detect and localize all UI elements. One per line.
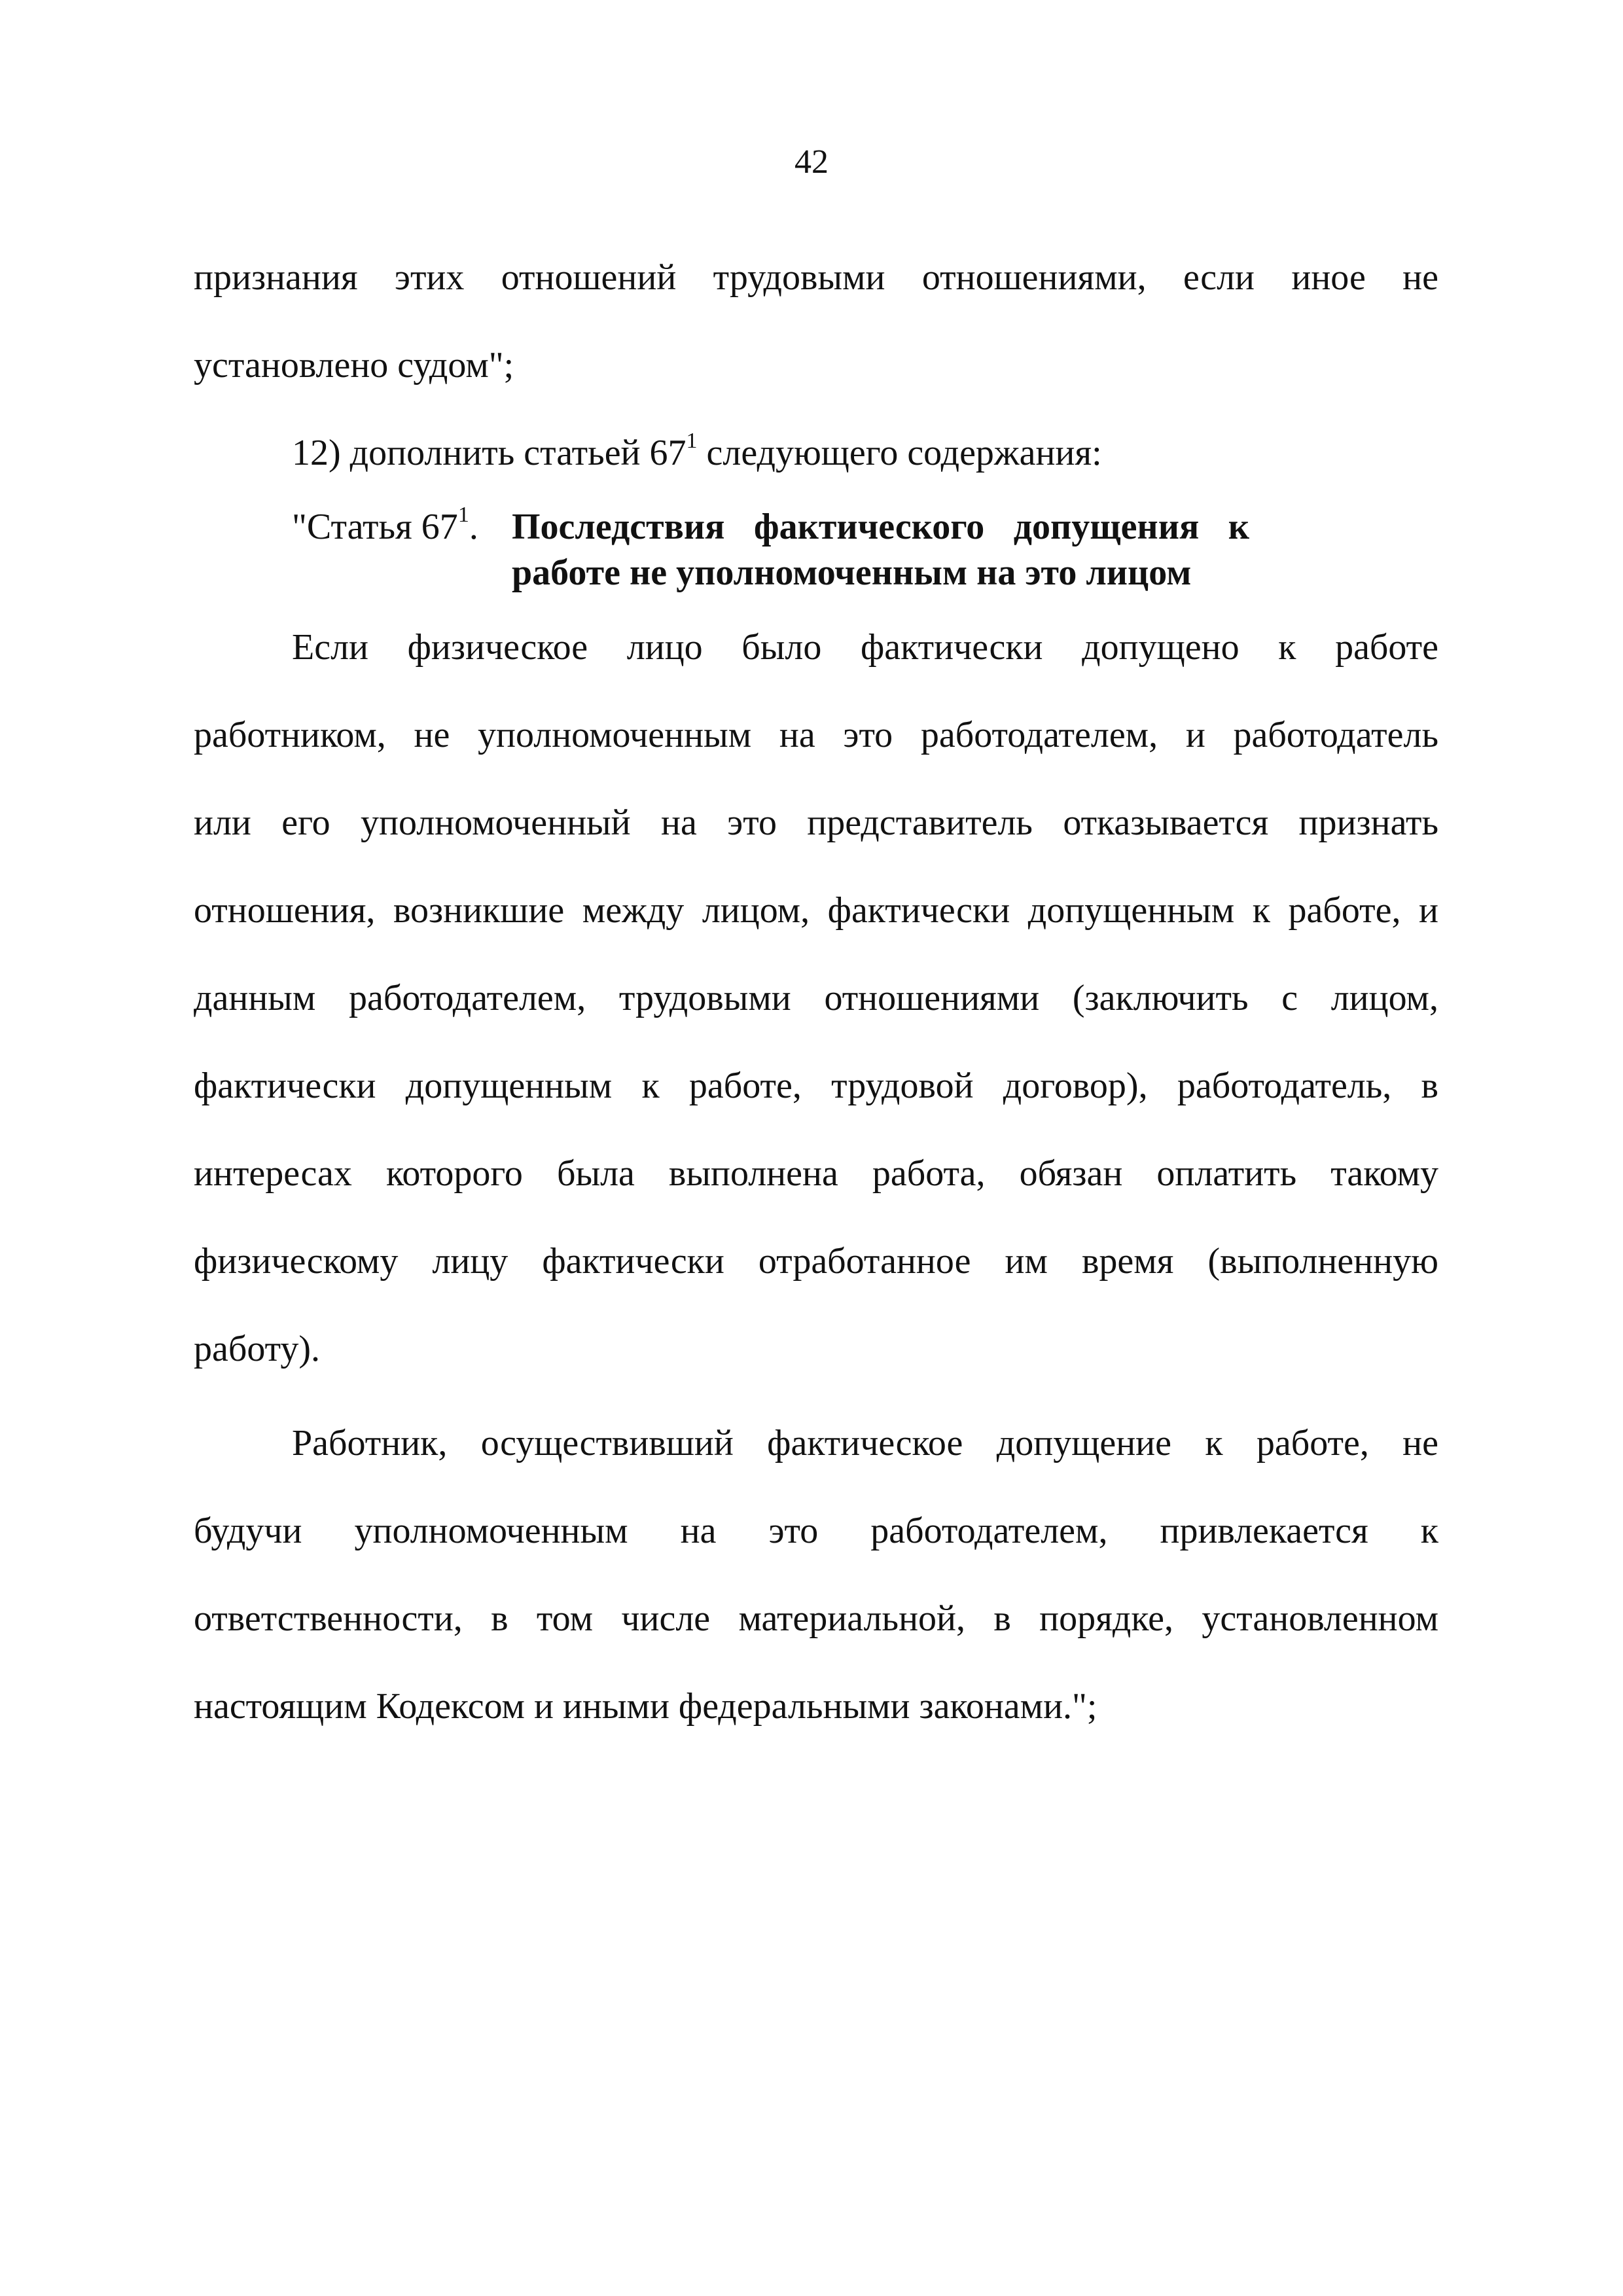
body-1-line-5: данным работодателем, трудовыми отношениями (заключить с лицом, <box>194 978 1438 1018</box>
continuation-paragraph <box>194 234 1438 409</box>
body-1-line-2: работником, не уполномоченным на это работодателем, и работодатель <box>194 715 1438 755</box>
amendment-superscript: 1 <box>686 429 698 454</box>
body-1-line-3: или его уполномоченный на это представитель отказывается признать <box>194 802 1438 843</box>
body-1-line-8: физическому лицу фактически отработанное им время (выполненную <box>194 1241 1438 1282</box>
body-1-line-6: фактически допущенным к работе, трудовой договор), работодатель, в <box>194 1066 1438 1106</box>
continuation-line-2: установлено судом"; <box>194 345 514 386</box>
amendment-text-end: следующего содержания: <box>706 433 1102 473</box>
body-2-line-2: будучи уполномоченным на это работодателем, привлекается к <box>194 1511 1438 1551</box>
article-title <box>512 504 1249 596</box>
body-2-line-4: настоящим Кодексом и иными федеральными законами."; <box>194 1686 1097 1727</box>
body-1-line-7: интересах которого была выполнена работа, обязан оплатить такому <box>194 1153 1438 1194</box>
page-number: 42 <box>794 143 829 181</box>
article-title-line-2: работе не уполномоченным на это лицом <box>512 552 1192 593</box>
body-paragraph-2 <box>194 1399 1438 1750</box>
amendment-text-start: 12) дополнить статьей 67 <box>292 433 687 473</box>
body-1-line-9: работу). <box>194 1329 320 1369</box>
amendment-line <box>194 409 1438 497</box>
body-1-line-1: Если физическое лицо было фактически допущено к работе <box>292 627 1438 668</box>
article-number <box>292 504 478 550</box>
body-1-line-4: отношения, возникшие между лицом, фактически допущенным к работе, и <box>194 890 1438 931</box>
body-2-line-3: ответственности, в том числе материальной, в порядке, установленном <box>194 1598 1438 1639</box>
body-paragraph-1 <box>194 603 1438 1393</box>
article-title-line-1: Последствия фактического допущения к <box>512 507 1249 547</box>
continuation-line-1: признания этих отношений трудовыми отношениями, если иное не <box>194 257 1438 298</box>
amendment-item-12 <box>194 409 1438 497</box>
body-2-line-1: Работник, осуществивший фактическое допущение к работе, не <box>292 1423 1438 1463</box>
article-number-superscript: 1 <box>457 503 469 528</box>
article-number-dot: . <box>469 507 478 547</box>
article-number-text: "Статья 67 <box>292 507 458 547</box>
